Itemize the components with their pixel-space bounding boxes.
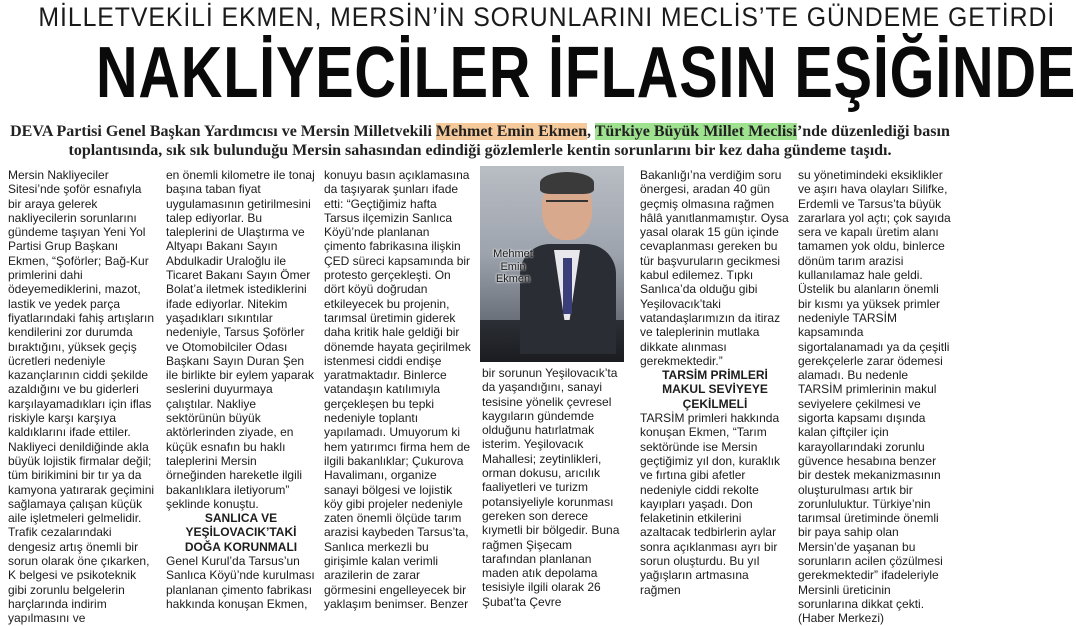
highlighted-organization: Türkiye Büyük Millet Meclisi [594, 123, 797, 140]
article-column-6 [798, 168, 952, 626]
glasses-icon [546, 200, 588, 212]
article-column-3 [324, 168, 474, 611]
photo-caption: Mehmet Emin Ekmen [493, 248, 533, 285]
headline: NAKLİYECİLER İFLASIN EŞİĞİNDE [96, 33, 1076, 113]
column-paragraph: konuyu basın açıklamasına da taşıyarak şunları ifade etti: “Geçtiğimiz hafta Tarsus ilçemizin Sanlıca Köyü’nde planlanan çimento fabrikasına ilişkin ÇED süreci kapsamında bir protesto gerçekleşti. On dört köyü doğrudan etkileyecek bu projenin, tarımsal üretimin giderek daha kritik hale geldiği bir dönemde hayata geçirilmek istenmesi ciddi endişe yaratmaktadır. Binlerce vatandaşın katılımıyla gerçekleşen bu tepki nedeniyle toplantı yapılamadı. Umuyorum ki hem yatırımcı firma hem de ilgili bakanlıklar; Çukurova Havalimanı, organize sanayi bölgesi ve lojistik köy gibi projeler nedeniyle zaten önemli ölçüde tarım arazisi kaybeden Tarsus’ta, Sanlıca merkezli bu girişimle kalan verimli arazilerin de zarar görmesini engelleyecek bir yaklaşım benimser. Benzer [324, 168, 471, 611]
spot-part1: DEVA Partisi Genel Başkan Yardımcısı ve Mersin Milletvekili [10, 123, 436, 140]
supertitle: MİLLETVEKİLİ EKMEN, MERSİN’İN SORUNLARINI MECLİS’TE GÜNDEME GETİRDİ [38, 2, 1056, 32]
spot-part2: ’nde düzenlediği basın toplantısında, sık sık bulunduğu Mersin sahasından edindiği gözlemlerle kentin sorunlarını bir kez daha gündeme taşıdı. [68, 123, 950, 159]
hair [540, 172, 594, 194]
article-column-1 [8, 168, 158, 626]
article-column-2 [166, 168, 316, 611]
highlighted-name: Mehmet Emin Ekmen [435, 123, 587, 140]
column-paragraph: Mersin Nakliyeciler Sitesi’nde şoför esnafıyla bir araya gelerek nakliyecilerin sorunlarını gündeme taşıyan Yeni Yol Partisi Grup Başkanı Ekmen, “Şoförler; Bağ-Kur primlerini dahi ödeyemediklerini, mazot, lastik ve yedek parça fiyatlarındaki fahiş artışların kendilerini zor durumda bıraktığını, yüksek geçiş ücretleri nedeniyle kazançlarının ciddi şekilde azaldığını ve bu giderleri karşılayamadıkları için iflas riskiyle karşı karşıya kaldıklarını ifade ettiler. Nakliyeci denildiğinde akla büyük lojistik firmalar değil; tüm birikimini bir tır ya da kamyona yatırarak geçimini sağlamaya çalışan küçük aile işletmeleri gelmelidir. Trafik cezalarındaki dengesiz artış önemli bir sorun olarak öne çıkarken, K belgesi ve psikoteknik gibi zorunlu belgelerin harçlarında indirim yapılmasını ve [8, 168, 155, 626]
spot-text [6, 122, 954, 162]
article-column-5 [640, 168, 790, 597]
column-paragraph: Bakanlığı’na verdiğim soru önergesi, aradan 40 gün geçmiş olmasına rağmen hâlâ yanıtlanmamıştır. Oysa yasal olarak 15 gün içinde cevaplanması gereken bu tür başvuruların gecikmesi kabul edilemez. Tıpkı Sanlıca’da olduğu gibi Yeşilovacık’taki vatandaşlarımızın da itiraz ve taleplerinin mutlaka dikkate alınması gerekmektedir.” [640, 168, 789, 368]
column-paragraph: Genel Kurul’da Tarsus’un Sanlıca Köyü’nde kurulması planlanan çimento fabrikası hakkında konuşan Ekmen, [166, 554, 315, 611]
column-paragraph: TARSİM primleri hakkında konuşan Ekmen, “Tarım sektöründe ise Mersin geçtiğimiz yıl don, kuraklık ve fırtına gibi afetler nedeniyle ciddi rekolte kayıpları yaşadı. Don felaketinin etkilerini azaltacak tedbirlerin aylar sonra açıklanması ayrı bir sorun oluşturdu. Bu yıl yağışların artmasına rağmen [640, 411, 781, 597]
article-column-4 [482, 366, 624, 609]
column-paragraph: en önemli kilometre ile tonaj başına taban fiyat uygulamasının getirilmesini talep ediyorlar. Bu taleplerini de Ulaştırma ve Altyapı Bakanı Sayın Abdulkadir Uraloğlu ile Ticaret Bakanı Sayın Ömer Bolat’a iletmek istediklerini ifade ediyorlar. Nitekim yaşadıkları sıkıntılar nedeniyle, Tarsus Şoförler ve Otomobilciler Odası Başkanı Sayın Duran Şen ile birlikte bir eylem yaparak seslerini duyurmaya çalıştılar. Nakliye sektörünün büyük aktörlerinden ziyade, en küçük esnafın bu haklı taleplerini Mersin örneğinden hareketle ilgili bakanlıklara iletiyorum” şeklinde konuştu. [166, 168, 315, 511]
spot-comma: , [587, 123, 595, 140]
column-paragraph: bir sorunun Yeşilovacık’ta da yaşandığını, sanayi tesisine yönelik çevresel kaygıların gündemde olduğunu hatırlatmak isterim. Yeşilovacık Mahallesi; zeytinlikleri, orman dokusu, arıcılık faaliyetleri ve turizm potansiyeliyle korunması gereken son derece kıymetli bir bölgedir. Buna rağmen Şişecam tarafından planlanan maden atık depolama tesisiyle ilgili olarak 26 Şubat’ta Çevre [482, 366, 620, 609]
politician-photo [480, 166, 624, 362]
column-paragraph: su yönetimindeki eksiklikler ve aşırı hava olayları Silifke, Erdemli ve Tarsus’ta büyük zararlara yol açtı; çok sayıda sera ve kapalı üretim alanı tamamen yok oldu, binlerce dönüm tarım arazisi kullanılamaz hale geldi. Üstelik bu alanların önemli bir kısmı ya yüksek primler nedeniyle TARSİM kapsamında sigortalanamadı ya da çeşitli gerekçelerle zarar ödemesi alamadı. Bu nedenle TARSİM primlerinin makul seviyelere çekilmesi ve sigorta kapsamı dışında kalan çiftçiler için karayollarındaki zorunlu güvence hesabına benzer bir destek mekanizmasının oluşturulması artık bir zorunluluktur. Türkiye’nin tarımsal üretiminde önemli bir paya sahip olan Mersin’de yaşanan bu sorunların acilen çözülmesi gerekmektedir” ifadeleriyle Mersinli üreticinin sorunlarına dikkat çekti. (Haber Merkezi) [798, 168, 951, 626]
section-subhead: SANLICA VE YEŞİLOVACIK’TAKİ DOĞA KORUNMALI [184, 511, 298, 554]
section-subhead: TARSİM PRİMLERİ MAKUL SEVİYEYE ÇEKİLMELİ [662, 368, 768, 411]
tie [563, 258, 572, 314]
